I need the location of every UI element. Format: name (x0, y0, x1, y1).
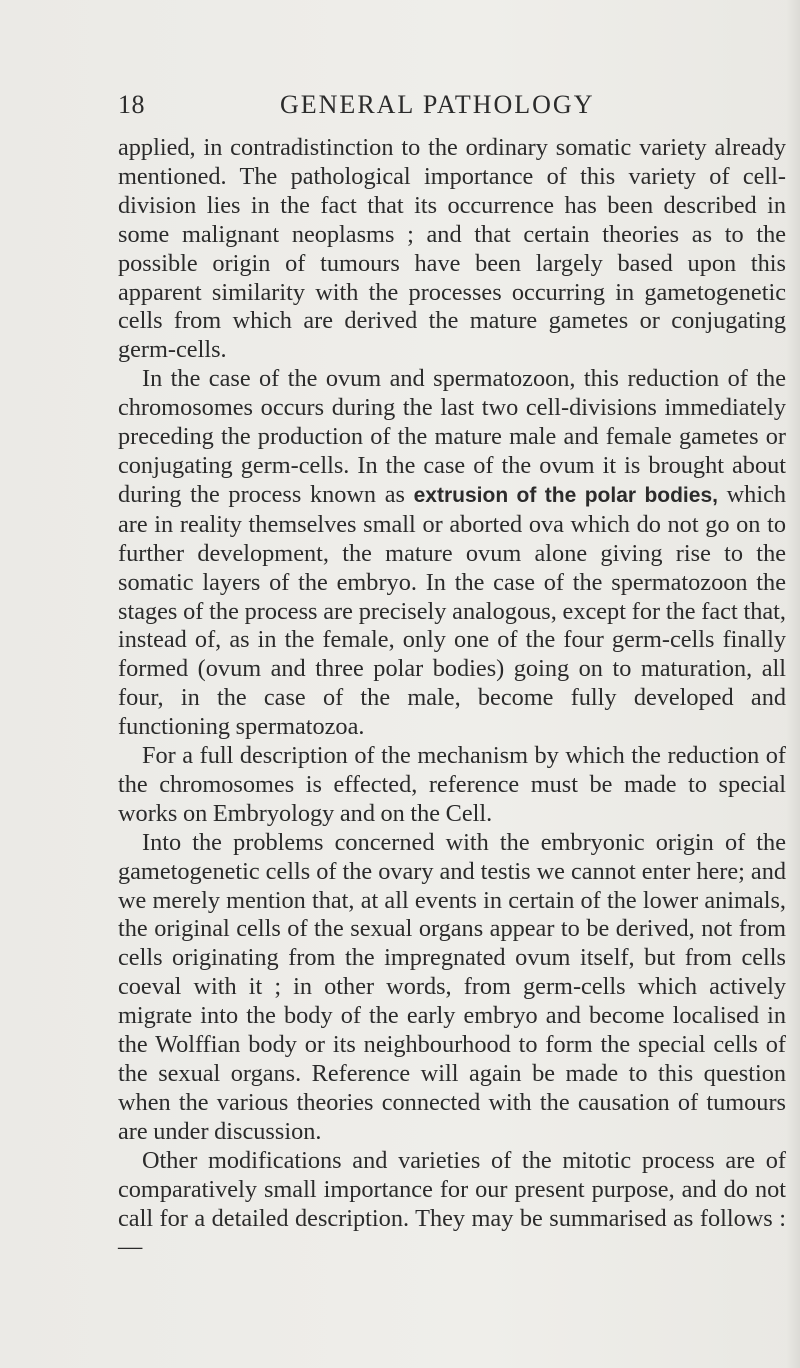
paragraph-mechanism-reference: For a full description of the mechanism by which the reduction of the chromosomes is effected, reference must be made to special works on Embryology and on the Cell. (118, 742, 786, 827)
running-head: GENERAL PATHOLOGY (280, 90, 595, 119)
body-text (118, 134, 786, 1262)
key-term-polar-bodies: extrusion of the polar bodies, (413, 483, 718, 507)
page-edge-shadow (786, 0, 800, 1368)
paragraph-embryonic-origin: Into the problems concerned with the embryonic origin of the gametogenetic cells of the ovary and testis we cannot enter here; and we merely mention that, at all events in certain of the lower animals, the original cells of the sexual organs appear to be derived, not from cells originating from the impregnated ovum itself, but from cells coeval with it ; in other words, from germ-cells which actively migrate into the body of the early embryo and become localised in the Wolffian body or its neighbourhood to form the special cells of the sexual organs. Reference will again be made to this question when the various theories connected with the causation of tumours are under discussion. (118, 828, 786, 1145)
paragraph-ovum-spermatozoon (118, 365, 786, 742)
page-header (118, 90, 780, 120)
page-number: 18 (118, 90, 145, 119)
paragraph-other-modifications: Other modifications and varieties of the mitotic process are of comparatively small importance for our present purpose, and do not call for a detailed description. They may be summarised as follows :— (118, 1146, 786, 1261)
paragraph-reduction-intro: applied, in contradistinction to the ordinary somatic variety already mentioned. The pathological importance of this variety of cell-division lies in the fact that its occurrence has been described in some malignant neoplasms ; and that certain theories as to the possible origin of tumours have been largely based upon this apparent similarity with the processes occurring in gametogenetic cells from which are derived the mature gametes or conjugating germ-cells. (118, 134, 786, 364)
paragraph-text: In the case of the ovum and spermatozoon, this reduction of the chromosomes occurs during the last two cell-divisions immediately preceding the production of the mature male and female gametes or conjugating germ-cells. In the case of the ovum it is brought about during the process known as (118, 365, 786, 508)
paragraph-text: which are in reality themselves small or aborted ova which do not go on to further development, the mature ovum alone giving rise to the somatic layers of the embryo. In the case of the spermatozoon the stages of the process are precisely analogous, except for the fact that, instead of, as in the female, only one of the four germ-cells finally formed (ovum and three polar bodies) going on to maturation, all four, in the case of the male, become fully developed and functioning spermatozoa. (118, 480, 786, 741)
